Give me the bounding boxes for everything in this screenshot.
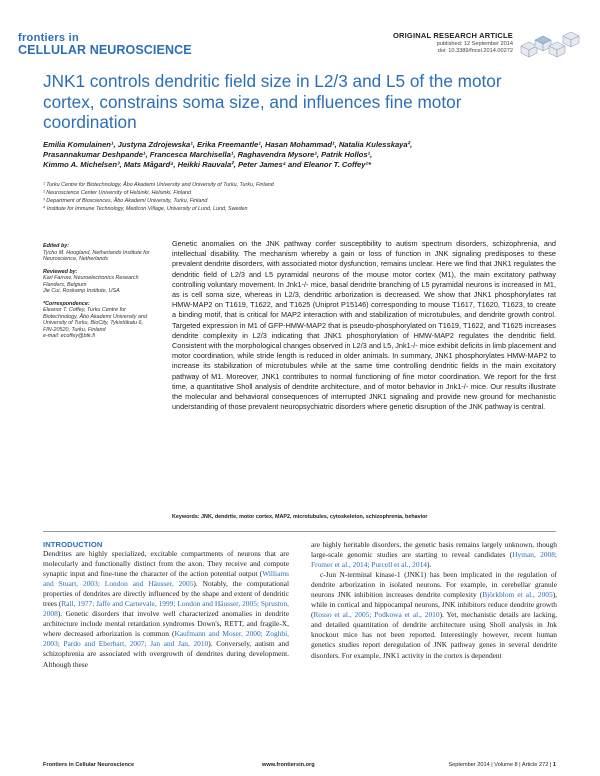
section-heading: INTRODUCTION	[43, 540, 103, 549]
body-column-right	[311, 540, 557, 661]
citation-link[interactable]: Björkblom et al., 2005	[482, 590, 553, 600]
reviewed-by-heading: Reviewed by:	[43, 268, 78, 275]
body-text: c-Jun N-terminal kinase-1 (JNK1) has been implicated in the regulation of dendrite arborization in isolated neurons. For example, in cerebellar granule neurons JNK inhibition increases dendrite complexity (	[311, 570, 557, 600]
author-line: Kimmo A. Michelsen³, Mats Mågard⁴, Heikki Rauvala², Peter James⁴ and Eleanor T. Coffey¹*	[43, 160, 371, 170]
published-date: published: 12 September 2014	[436, 41, 513, 47]
abstract: Genetic anomalies on the JNK pathway confer susceptibility to autism spectrum disorders, schizophrenia, and intellectual disability. The mechanism whereby a gain or loss of function in JNK signaling predisposes to these prevalent dendrite disorders, with associated motor dysfunction, remains unclear. Here we find that JNK1 regulates the dendritic field of L2/3 and L5 pyramidal neurons of the mouse motor cortex (M1), the main excitatory pathway controlling voluntary movement. In Jnk1-/- mice, basal dendrite branching of L5 pyramidal neurons is increased in M1, as is cell soma size, whereas in L2/3, dendritic arborization is decreased. We show that JNK1 phosphorylates rat HMW-MAP2 on T1619, T1622, and T1625 (Uniprot P15146) corresponding to mouse T1617, T1620, T1623, to create a binding motif, that is critical for MAP2 interaction with and stabilization of microtubules, and dendrite growth control. Targeted expression in M1 of GFP-HMW-MAP2 that is pseudo-phosphorylated on T1619, T1622, and T1625 increases dendrite complexity in L2/3 indicating that JNK1 phosphorylation of HMW-MAP2 regulates the dendritic field. Consistent with the morphological changes observed in L2/3 and L5, Jnk1-/- mice exhibit deficits in limb placement and motor coordination, while stride length is reduced in older animals. In summary, JNK1 phosphorylates HMW-MAP2 to increase its stabilization of microtubules while at the same time controlling dendritic fields in the main excitatory pathway of M1. Moreover, JNK1 contributes to normal functioning of fine motor coordination. We report for the first time, a quantitative Sholl analysis of dendrite architecture, and of motor behavior in Jnk1-/- mice. Our results illustrate the molecular and behavioral consequences of interrupted JNK1 signaling and provide new ground for mechanistic understanding of those prevalent neuropsychiatric disorders where genetic disruption of the JNK pathway is central.	[172, 239, 556, 412]
body-text: ).	[426, 560, 432, 570]
journal-logo-top: frontiers in	[18, 32, 80, 44]
citation-link[interactable]: Kaufmann and Moser, 2000; Zoghbi, 2003; Pardo and Eberhart, 2007; Jan and Jan, 2010	[43, 629, 289, 649]
footer-issue	[448, 762, 556, 768]
body-text: ). Notably, the computational properties of dendrites are directly influenced by the shape and extent of dendritic trees (	[43, 579, 289, 609]
page-number: 1	[552, 762, 556, 768]
footer-journal: Frontiers in Cellular Neuroscience	[43, 762, 135, 768]
keywords: Keywords: JNK, dendrite, motor cortex, MAP2, microtubules, cytoskeleton, schizophrenia, behavior	[172, 514, 428, 520]
correspondence-heading: *Correspondence:	[43, 300, 90, 307]
body-text: ), while in cortical and hippocampal neurons, JNK inhibitors reduce dendrite growth (	[311, 590, 558, 620]
email-link[interactable]: e-mail: ecoffey@btk.fi	[43, 333, 95, 339]
edited-by: Tycho M. Hoogland, Netherlands Institute for Neuroscience, Netherlands	[43, 249, 150, 262]
citation-link[interactable]: Rosso et al., 2005; Podkowa et al., 2010	[313, 610, 440, 620]
reviewer: Karl Farrow, Neuroelectronics Research Flanders, Belgium	[43, 275, 139, 288]
reviewer: Jie Cui, Roskamp Institute, USA	[43, 288, 120, 294]
author-line: Prasannakumar Deshpande¹, Francesca Marchisella¹, Raghavendra Mysore¹, Patrik Hollos¹,	[43, 150, 373, 160]
journal-logo-bottom: CELLULAR NEUROSCIENCE	[18, 43, 192, 57]
body-text: Dendrites are highly specialized, excitable compartments of neurons that are molecularly and functionally distinct from the axon. They receive and compute synaptic input and fine-tune the character of the action potential output (	[43, 549, 289, 579]
citation-link[interactable]: Williams and Stuart, 2003; London and Häusser, 2005	[43, 569, 289, 589]
cube-logo-icon	[517, 30, 585, 58]
body-text: ). Genetic disorders that involve well characterized anomalies in dendrite architecture include mental retardation syndromes Down's, RETT, and fragile-X, where decreased arborization is common (	[43, 609, 289, 639]
article-title: JNK1 controls dendritic field size in L2/3 and L5 of the motor cortex, constrains soma size, and influences fine motor coordination	[43, 71, 502, 133]
body-text: ). Yet, mechanistic details are lacking, and detailed quantitation of dendrite architecture using Sholl analysis in Jnk knockout mice has not been reported. Interestingly however, recent human genetics studies report deregulation of JNK pathway genes in several dendrite disorders. For example, JNK1 activity in the cortex is dependent	[311, 610, 557, 660]
author-line: Emilia Komulainen¹, Justyna Zdrojewska¹, Erika Freemantle¹, Hasan Mohammad¹, Natalia Kulesskaya²,	[43, 140, 413, 149]
affiliation: ⁴ Institute for Immune Technology, Medicon Village, University of Lund, Lund, Sweden	[43, 206, 248, 212]
edited-by-heading: Edited by:	[43, 243, 70, 249]
doi: doi: 10.3389/fncel.2014.00272	[437, 48, 513, 54]
body-text: ). Conversely, autism and schizophrenia are associated with overgrowth of dendrites during development. Although these	[43, 639, 289, 669]
citation-link[interactable]: Hyman, 2008; Fromer et al., 2014; Purcell et al., 2014	[311, 550, 557, 570]
editorial-sidebar	[43, 240, 155, 340]
footer-issue-text: September 2014 | Volume 8 | Article 272 |	[448, 762, 552, 768]
article-type: ORIGINAL RESEARCH ARTICLE	[392, 31, 513, 40]
author-list	[43, 140, 553, 171]
correspondence: Eleanor T. Coffey, Turku Centre for Biotechnology, Åbo Akademi University and University of Turku, BioCity, Tykistökatu 6, FIN-20520, Turku, Finland	[43, 307, 147, 333]
body-text: are highly heritable disorders, the genetic basis remains largely unknown, though large-scale genomic studies are starting to reveal candidates (	[311, 540, 557, 560]
body-column-left	[43, 549, 289, 670]
divider	[43, 531, 556, 532]
footer-url[interactable]: www.frontiersin.org	[262, 762, 315, 768]
affiliation: ³ Department of Biosciences, Åbo Akademi University, Turku, Finland	[43, 198, 208, 204]
citation-link[interactable]: Rall, 1977; Jaffe and Carnevale, 1999; London and Häusser, 2005; Spruston, 2008	[43, 599, 289, 619]
affiliation: ² Neuroscience Center University of Helsinki, Helsinki, Finland	[43, 190, 191, 196]
affiliation: ¹ Turku Centre for Biotechnology, Åbo Akademi University and University of Turku, Turku, Finland	[43, 182, 274, 188]
